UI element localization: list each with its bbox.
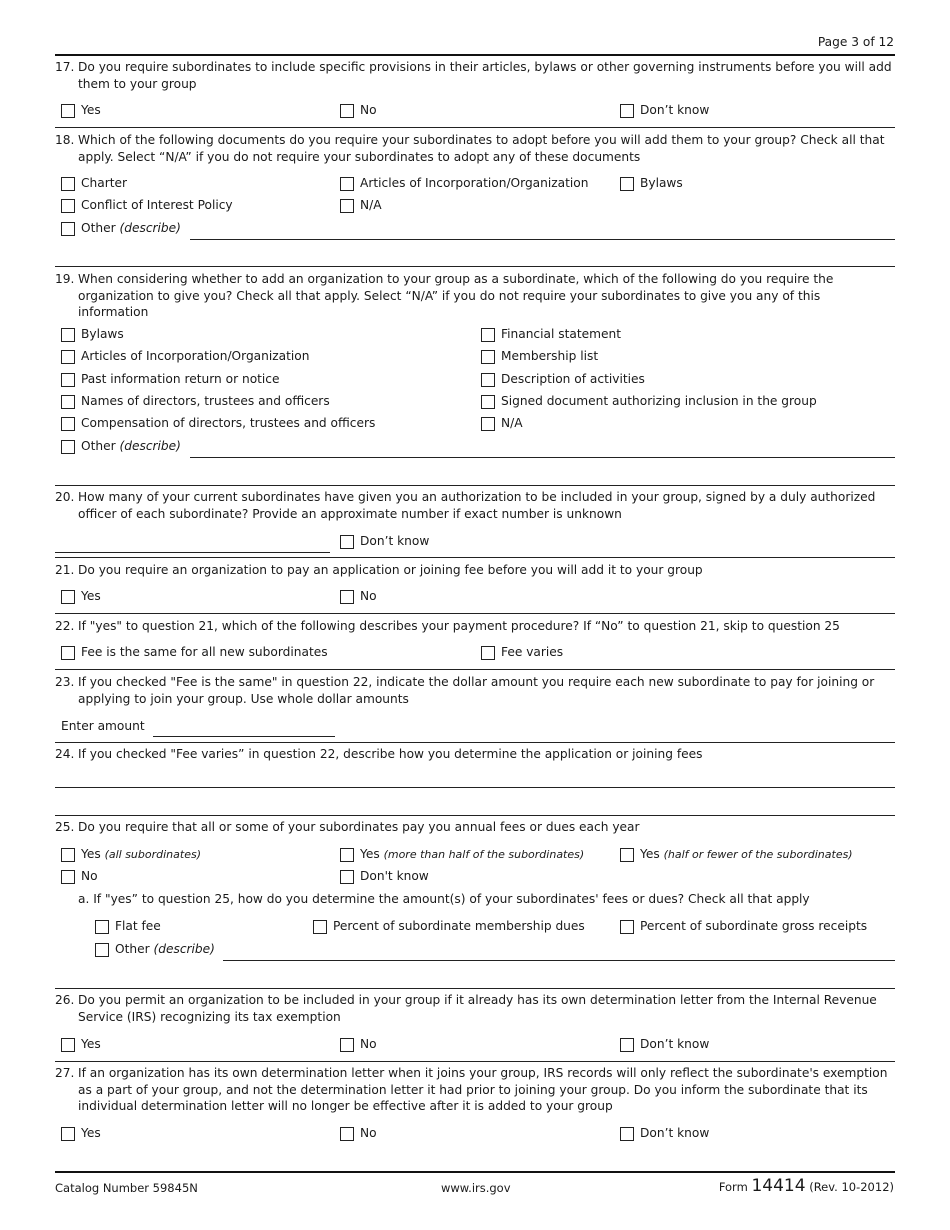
q18-other-label: Other (describe) xyxy=(81,221,181,235)
q25-yes-half-checkbox[interactable] xyxy=(620,848,634,862)
q25a-other-input[interactable] xyxy=(223,960,895,961)
question-19: 19. When considering whether to add an organization to your group as a subordinate, which of the following do you require the organization to give you? Check all that apply. Select “N/A” if you do not require your subordinates to give you any of this information xyxy=(55,272,834,319)
question-21: 21. Do you require an organization to pay an application or joining fee before you will add it to your group xyxy=(55,563,703,577)
q19-membership-list-checkbox[interactable] xyxy=(481,350,495,364)
question-23: 23. If you checked "Fee is the same" in question 22, indicate the dollar amount you require each new subordinate to pay for joining or applying to join your group. Use whole dollar amounts xyxy=(55,675,875,706)
q17-dont-know-checkbox[interactable] xyxy=(620,104,634,118)
question-25: 25. Do you require that all or some of your subordinates pay you annual fees or dues each year xyxy=(55,820,640,834)
question-22-text: If "yes" to question 21, which of the following describes your payment procedure? If “No” to question 21, skip to question 25 xyxy=(78,619,840,633)
q25-yes-more-label: Yes (more than half of the subordinates) xyxy=(360,847,585,861)
q19-description-checkbox[interactable] xyxy=(481,373,495,387)
q19-signed-document-checkbox[interactable] xyxy=(481,395,495,409)
q19-compensation-checkbox[interactable] xyxy=(61,417,75,431)
q18-other-checkbox[interactable] xyxy=(61,222,75,236)
question-22: 22. If "yes" to question 21, which of the following describes your payment procedure? If “No” to question 21, skip to question 25 xyxy=(55,619,840,633)
q25a-other-checkbox[interactable] xyxy=(95,943,109,957)
q21-yes-checkbox[interactable] xyxy=(61,590,75,604)
q17-yes-label: Yes xyxy=(81,103,101,117)
q17-yes-checkbox[interactable] xyxy=(61,104,75,118)
q18-charter-label: Charter xyxy=(81,176,128,190)
q19-directors-names-checkbox[interactable] xyxy=(61,395,75,409)
question-17: 17. Do you require subordinates to include specific provisions in their articles, bylaws or other governing instruments before you will add them to your group xyxy=(55,60,892,91)
divider xyxy=(55,669,895,670)
q25a-other-label: Other (describe) xyxy=(115,942,215,956)
question-27-text: If an organization has its own determination letter when it joins your group, IRS records will only reflect the subordinate's exemption xyxy=(78,1066,888,1080)
divider xyxy=(55,613,895,614)
q18-na-label: N/A xyxy=(360,198,382,212)
q21-no-label: No xyxy=(360,589,377,603)
q18-conflict-policy-label: Conflict of Interest Policy xyxy=(81,198,233,212)
q20-dont-know-checkbox[interactable] xyxy=(340,535,354,549)
q25-no-checkbox[interactable] xyxy=(61,870,75,884)
question-19-text: When considering whether to add an organization to your group as a subordinate, which of the following do you require the xyxy=(78,272,834,286)
question-24-text: If you checked "Fee varies” in question 22, describe how you determine the application or joining fees xyxy=(78,747,703,761)
q25a-flat-fee-checkbox[interactable] xyxy=(95,920,109,934)
q19-description-label: Description of activities xyxy=(501,372,645,386)
divider xyxy=(55,815,895,816)
q26-no-label: No xyxy=(360,1037,377,1051)
divider xyxy=(55,988,895,989)
q24-description-input[interactable] xyxy=(55,787,895,788)
question-18: 18. Which of the following documents do you require your subordinates to adopt before you will add them to your group? Check all that apply. Select “N/A” if you do not require your subordinates to adopt any of these documents xyxy=(55,133,885,164)
q19-other-label: Other (describe) xyxy=(81,439,181,453)
q19-other-input[interactable] xyxy=(190,457,895,458)
q19-financial-statement-label: Financial statement xyxy=(501,327,621,341)
q19-bylaws-checkbox[interactable] xyxy=(61,328,75,342)
q19-na-checkbox[interactable] xyxy=(481,417,495,431)
q21-no-checkbox[interactable] xyxy=(340,590,354,604)
question-26-text: Do you permit an organization to be included in your group if it already has its own determination letter from the Internal Revenue xyxy=(78,993,877,1007)
q25a-membership-dues-label: Percent of subordinate membership dues xyxy=(333,919,585,933)
q26-dont-know-checkbox[interactable] xyxy=(620,1038,634,1052)
q25a-gross-receipts-checkbox[interactable] xyxy=(620,920,634,934)
q19-articles-checkbox[interactable] xyxy=(61,350,75,364)
q18-bylaws-checkbox[interactable] xyxy=(620,177,634,191)
q27-dont-know-label: Don’t know xyxy=(640,1126,710,1140)
q19-bylaws-label: Bylaws xyxy=(81,327,124,341)
q27-no-checkbox[interactable] xyxy=(340,1127,354,1141)
q18-conflict-policy-checkbox[interactable] xyxy=(61,199,75,213)
q22-fee-varies-label: Fee varies xyxy=(501,645,564,659)
divider xyxy=(55,742,895,743)
q25a-gross-receipts-label: Percent of subordinate gross receipts xyxy=(640,919,868,933)
q22-fee-same-label: Fee is the same for all new subordinates xyxy=(81,645,328,659)
question-21-text: Do you require an organization to pay an application or joining fee before you will add it to your group xyxy=(78,563,703,577)
q17-no-label: No xyxy=(360,103,377,117)
q25-yes-all-label: Yes (all subordinates) xyxy=(81,847,201,861)
q20-number-input[interactable] xyxy=(55,552,330,553)
divider xyxy=(55,1061,895,1062)
question-25a-text: a. If "yes” to question 25, how do you determine the amount(s) of your subordinates' fees or dues? Check all that apply xyxy=(78,892,810,906)
q23-amount-input[interactable] xyxy=(153,736,335,737)
q26-dont-know-label: Don’t know xyxy=(640,1037,710,1051)
q26-yes-label: Yes xyxy=(81,1037,101,1051)
question-20: 20. How many of your current subordinates have given you an authorization to be included in your group, signed by a duly authorized officer of each subordinate? Provide an approximate number if exact number is unknown xyxy=(55,490,876,521)
q26-yes-checkbox[interactable] xyxy=(61,1038,75,1052)
q25-yes-more-checkbox[interactable] xyxy=(340,848,354,862)
header-rule xyxy=(55,54,895,56)
form-number: 14414 xyxy=(751,1176,806,1196)
q18-bylaws-label: Bylaws xyxy=(640,176,683,190)
q25a-flat-fee-label: Flat fee xyxy=(115,919,161,933)
q25-yes-all-checkbox[interactable] xyxy=(61,848,75,862)
q18-na-checkbox[interactable] xyxy=(340,199,354,213)
q19-other-checkbox[interactable] xyxy=(61,440,75,454)
question-17-text: Do you require subordinates to include specific provisions in their articles, bylaws or other governing instruments before you will add xyxy=(78,60,892,74)
question-26: 26. Do you permit an organization to be included in your group if it already has its own determination letter from the Internal Revenue Service (IRS) recognizing its tax exemption xyxy=(55,993,877,1024)
q27-no-label: No xyxy=(360,1126,377,1140)
q19-membership-list-label: Membership list xyxy=(501,349,599,363)
q19-compensation-label: Compensation of directors, trustees and officers xyxy=(81,416,376,430)
question-20-text: How many of your current subordinates have given you an authorization to be included in your group, signed by a duly authorized xyxy=(78,490,876,504)
q27-dont-know-checkbox[interactable] xyxy=(620,1127,634,1141)
divider xyxy=(55,266,895,267)
q19-past-return-label: Past information return or notice xyxy=(81,372,280,386)
q26-no-checkbox[interactable] xyxy=(340,1038,354,1052)
footer-rule xyxy=(55,1171,895,1173)
q18-articles-label: Articles of Incorporation/Organization xyxy=(360,176,589,190)
page-number: Page 3 of 12 xyxy=(817,35,894,49)
q19-financial-statement-checkbox[interactable] xyxy=(481,328,495,342)
website-link[interactable]: www.irs.gov xyxy=(441,1181,511,1195)
q25-yes-half-label: Yes (half or fewer of the subordinates) xyxy=(640,847,853,861)
q22-fee-same-checkbox[interactable] xyxy=(61,646,75,660)
question-24: 24. If you checked "Fee varies” in question 22, describe how you determine the application or joining fees xyxy=(55,747,703,761)
q17-no-checkbox[interactable] xyxy=(340,104,354,118)
q19-articles-label: Articles of Incorporation/Organization xyxy=(81,349,310,363)
q20-dont-know-label: Don’t know xyxy=(360,534,430,548)
divider xyxy=(55,557,895,558)
q25-no-label: No xyxy=(81,869,98,883)
q18-charter-checkbox[interactable] xyxy=(61,177,75,191)
q18-other-input[interactable] xyxy=(190,239,895,240)
q22-fee-varies-checkbox[interactable] xyxy=(481,646,495,660)
q19-na-label: N/A xyxy=(501,416,523,430)
q18-articles-checkbox[interactable] xyxy=(340,177,354,191)
q21-yes-label: Yes xyxy=(81,589,101,603)
q27-yes-label: Yes xyxy=(81,1126,101,1140)
q25-dont-know-label: Don't know xyxy=(360,869,429,883)
question-25-text: Do you require that all or some of your subordinates pay you annual fees or dues each year xyxy=(78,820,640,834)
divider xyxy=(55,127,895,128)
question-18-text: Which of the following documents do you require your subordinates to adopt before you will add them to your group? Check all that xyxy=(78,133,885,147)
q27-yes-checkbox[interactable] xyxy=(61,1127,75,1141)
q19-signed-document-label: Signed document authorizing inclusion in the group xyxy=(501,394,817,408)
question-27: 27. If an organization has its own determination letter when it joins your group, IRS records will only reflect the subordinate's exemption as a part of your group, and not the determination letter it had prior to joining your group. Do you inform the subordinate that its individual determination letter will no longer be effective after it is added to your group xyxy=(55,1066,888,1113)
question-23-text: If you checked "Fee is the same" in question 22, indicate the dollar amount you require each new subordinate to pay for joining or xyxy=(78,675,875,689)
catalog-number: Catalog Number 59845N xyxy=(55,1181,198,1195)
q23-amount-label: Enter amount xyxy=(61,719,145,733)
q17-dont-know-label: Don’t know xyxy=(640,103,710,117)
q19-past-return-checkbox[interactable] xyxy=(61,373,75,387)
form-identifier: Form 14414 (Rev. 10-2012) xyxy=(718,1176,894,1196)
q25-dont-know-checkbox[interactable] xyxy=(340,870,354,884)
q19-directors-names-label: Names of directors, trustees and officers xyxy=(81,394,330,408)
q25a-membership-dues-checkbox[interactable] xyxy=(313,920,327,934)
divider xyxy=(55,485,895,486)
